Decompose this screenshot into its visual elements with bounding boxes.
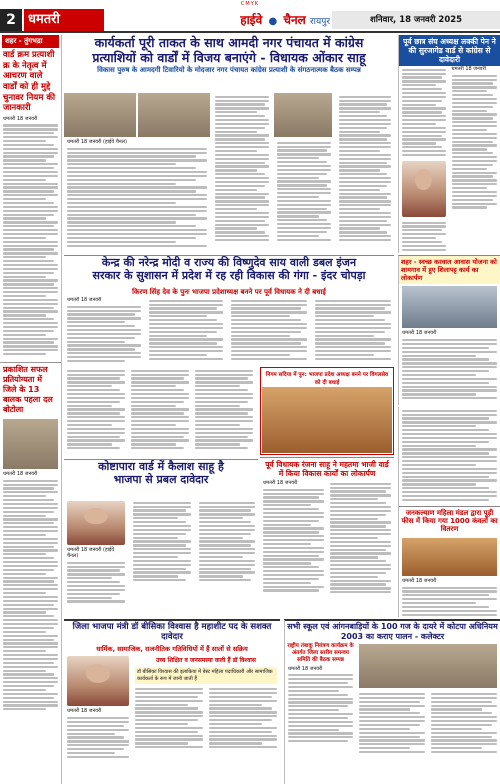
second-byline: धमतरी 18 जनवरी xyxy=(67,297,102,303)
bottom-left-subdeck: उच्च शिक्षित व जनसमस्या वाली हैं डॉ विश्वास xyxy=(156,657,256,665)
right-story-1-byline: धमतरी 18 जनवरी xyxy=(451,66,486,72)
second-deck-text: किरण सिंह देव के पुनः भाजपा प्रदेशाध्यक्ष बनने पर पूर्व विधायक ने दी बधाई xyxy=(132,288,326,296)
third-headline-2: भाजपा से प्रबल दावेदार xyxy=(113,473,209,487)
page-number: 2 xyxy=(0,9,22,31)
second-story-header xyxy=(64,255,394,287)
second-headline-1: केन्द्र की नरेन्द्र मोदी व राज्य की विष्णुदेव साय वाली डबल इंजन xyxy=(101,256,357,269)
lead-photo-1 xyxy=(64,93,136,137)
paper-separator: ● xyxy=(268,16,278,27)
right-story-1-headline: पूर्व छात्र संघ अध्यक्ष लक्की पेन ने की सुरजागेड वार्ड से कांग्रेस से दावेदारी xyxy=(399,35,500,66)
second-story-body xyxy=(64,297,394,367)
left-body-text xyxy=(0,122,61,358)
right-story-2-photo xyxy=(402,286,497,328)
second-deck xyxy=(64,287,394,297)
paper-name-2: चैनल xyxy=(283,13,306,27)
right-story-2-byline: धमतरी 18 जनवरी xyxy=(402,330,437,337)
masthead xyxy=(0,9,500,33)
photo-1 xyxy=(262,387,392,453)
third-story-portrait xyxy=(67,501,125,545)
lead-headline-1: कार्यकर्ता पूरी ताकत के साथ आमदी नगर पंचायत में कांग्रेस xyxy=(94,35,364,50)
lead-col-1 xyxy=(64,139,210,249)
right-story-1-portrait xyxy=(402,161,446,217)
third-story-body xyxy=(64,499,258,617)
cmyk-registration-mark: CMYK xyxy=(240,1,260,7)
lead-byline: धमतरी 18 जनवरी (हाईवे चैनल) xyxy=(67,139,128,145)
third-story-header xyxy=(64,459,258,499)
bottom-left-deck: धार्मिक, सामाजिक, राजनीतिक गतिविधियों में हैं सालों से सक्रिय xyxy=(96,645,248,654)
right-story-2-headline: शहर - स्वच्छ करवाल आवास योजना को शामगाव में हुए शिलापट्ट कार्य का लोकार्पण xyxy=(399,256,500,284)
mid-story xyxy=(260,457,394,617)
lead-col-2 xyxy=(212,93,272,244)
right-story-3-photo xyxy=(402,538,497,576)
right-story-3-column xyxy=(398,407,500,617)
third-headline-1: कोष्टापारा वार्ड में कैलाश साहू है xyxy=(98,460,224,473)
right-story-3-headline: जनकल्याण महिला मंडल द्वारा पूड़ी फीस में किया गया 1000 कंवलों का वितरण xyxy=(399,506,500,536)
lead-col-3 xyxy=(274,139,334,243)
paper-city: रायपुर xyxy=(309,17,330,27)
left-byline-2: धमतरी 18 जनवरी xyxy=(3,470,38,477)
section-name: धमतरी xyxy=(24,9,104,31)
lead-headline-2: प्रत्याशियों को वार्डों में विजय बनाएंगे - विधायक ओंकार साहू xyxy=(92,50,366,65)
left-kicker: शहर - तुंगभद्रा xyxy=(2,35,59,48)
bottom-right-deck: राष्ट्रीय तंबाकू नियंत्रण कार्यक्रम के अंतर्गत जिला स्तरीय समन्वय समिति की बैठक सम्पन्न xyxy=(287,643,354,664)
left-headline: वार्ड क्रम प्रत्याशी क्र के नेतृत्व में आचरण वाले वार्डों को ही मुद्दे चुनावर नियम की जानकारी xyxy=(3,50,56,114)
paper-title xyxy=(240,11,330,28)
lead-story-body xyxy=(64,93,394,253)
mid-story-headline: पूर्व विधायक रंजना साहू ने महतमा भाजी वार्ड में किया विकास कार्यों का लोकार्पण xyxy=(265,460,389,478)
left-photo xyxy=(3,419,58,469)
main-content xyxy=(64,35,500,784)
bottom-left-byline: धमतरी 18 जनवरी xyxy=(67,708,102,715)
third-story-byline: धमतरी 18 जनवरी (हाईवे चैनल) xyxy=(67,547,115,559)
bottom-right-story xyxy=(284,619,500,784)
bottom-left-story xyxy=(64,619,280,784)
photo-caption-1: निगम सदिया में पुन: भाजपा प्रदेश अध्यक्ष बनने पर विगलसेव को दी बधाई xyxy=(265,372,389,386)
paper-name: हाईवे xyxy=(240,13,263,27)
bottom-right-byline: धमतरी 18 जनवरी xyxy=(288,665,323,672)
photo-block-1 xyxy=(260,367,394,457)
left-body-text-2 xyxy=(0,477,61,713)
left-byline: धमतरी 18 जनवरी xyxy=(3,115,38,122)
dateline: शनिवार, 18 जनवरी 2025 xyxy=(332,11,500,29)
bottom-left-highlight: डॉ बीसिका विश्वास की इलाकिया में बेस्ट महिला पदाधिकारी और सामाजिक कार्यकर्ता के रूप में जानी जाती हैं xyxy=(135,667,277,684)
second-story-continued xyxy=(64,367,258,457)
left-headline-2: प्रकाशित सफल प्रतियोग्यता में जिले के 13 बालक पहला दल बोटोला xyxy=(0,362,61,417)
lead-photo-3 xyxy=(274,93,332,137)
left-column xyxy=(0,35,62,784)
right-story-1 xyxy=(398,35,500,253)
lead-col-4 xyxy=(336,93,394,244)
right-story-3-byline: धमतरी 18 जनवरी xyxy=(402,577,437,584)
bottom-right-photo xyxy=(359,644,497,688)
bottom-right-headline: सभी स्कूल एवं आंगनबाड़ियों के 100 गज के दायरे में कोटपा अधिनियम 2003 का कराए पालन - कलेक्टर xyxy=(287,622,498,641)
bottom-left-headline: जिला भाजपा मंत्री डॉ बीसिका विश्वास है महाशीट पद के सशक्त दावेदार xyxy=(72,622,272,643)
mid-story-byline: धमतरी 18 जनवरी xyxy=(263,480,298,486)
second-headline-2: सरकार के सुशासन में प्रदेश में रह रही विकास की गंगा - इंदर चोपड़ा xyxy=(92,269,366,283)
lead-story-header xyxy=(64,35,394,93)
lead-deck: विकास पुरुष के आमदगी टिवारियो के मोदजार नगर पंचायत कांग्रेस प्रत्याशी के संगठनात्मक बैठक सम्पन्न xyxy=(97,66,361,74)
right-story-2 xyxy=(398,255,500,405)
lead-photo-2 xyxy=(138,93,210,137)
bottom-left-portrait xyxy=(67,656,129,706)
